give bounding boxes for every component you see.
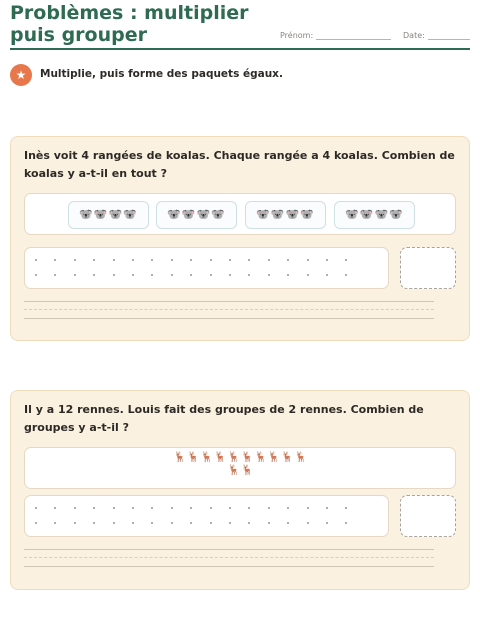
grid-dot <box>113 259 115 261</box>
koala-group-4: 🐨🐨🐨🐨 <box>334 201 415 229</box>
grid-dot <box>171 259 173 261</box>
dot-grid-workspace-2[interactable] <box>24 495 389 537</box>
grid-dot <box>113 274 115 276</box>
writing-line[interactable] <box>24 318 434 319</box>
grid-dot <box>151 507 153 509</box>
grid-dot <box>35 259 37 261</box>
grid-dot <box>132 274 134 276</box>
grid-dot <box>345 507 347 509</box>
grid-dot <box>54 274 56 276</box>
grid-dot <box>74 507 76 509</box>
writing-line[interactable] <box>24 301 434 302</box>
writing-line[interactable] <box>24 566 434 567</box>
grid-dot <box>229 507 231 509</box>
grid-dot <box>307 507 309 509</box>
reindeer-row-2: 🦌🦌 <box>227 465 255 476</box>
grid-dot <box>326 522 328 524</box>
grid-dot <box>54 507 56 509</box>
grid-dot <box>151 522 153 524</box>
grid-dot <box>132 259 134 261</box>
reindeer-row-1: 🦌🦌🦌🦌🦌🦌🦌🦌🦌🦌 <box>173 452 309 463</box>
instruction-text: Multiplie, puis forme des paquets égaux. <box>40 68 283 80</box>
grid-dot <box>229 274 231 276</box>
grid-dot <box>248 259 250 261</box>
date-field[interactable] <box>403 31 470 40</box>
header-rule <box>10 48 470 50</box>
grid-dot <box>171 507 173 509</box>
grid-dot <box>326 259 328 261</box>
grid-dot <box>248 507 250 509</box>
grid-dot <box>326 507 328 509</box>
grid-dot <box>287 259 289 261</box>
grid-dot <box>54 259 56 261</box>
problem-card-1 <box>10 136 470 341</box>
grid-dot <box>151 259 153 261</box>
star-icon: ★ <box>10 64 32 86</box>
name-field[interactable] <box>280 31 391 40</box>
grid-dot <box>93 259 95 261</box>
reindeer-items <box>24 447 456 489</box>
grid-dot <box>307 259 309 261</box>
grid-dot <box>113 522 115 524</box>
koala-group-3: 🐨🐨🐨🐨 <box>245 201 326 229</box>
grid-dot <box>210 259 212 261</box>
grid-dot <box>190 259 192 261</box>
grid-dot <box>132 522 134 524</box>
grid-dot <box>248 274 250 276</box>
grid-dot <box>74 522 76 524</box>
grid-dot <box>35 507 37 509</box>
koala-groups <box>24 193 456 235</box>
grid-dot <box>210 274 212 276</box>
grid-dot <box>35 522 37 524</box>
writing-guide-line <box>24 557 434 558</box>
answer-box-2[interactable] <box>400 495 456 537</box>
dot-grid-workspace-1[interactable] <box>24 247 389 289</box>
name-line <box>316 39 391 40</box>
grid-dot <box>268 507 270 509</box>
grid-dot <box>210 507 212 509</box>
date-line <box>428 39 470 40</box>
problem-card-2 <box>10 390 470 590</box>
grid-dot <box>54 522 56 524</box>
question-text-1: Inès voit 4 rangées de koalas. Chaque rangée a 4 koalas. Combien de koalas y a-t-il en tout ? <box>24 149 455 180</box>
grid-dot <box>229 522 231 524</box>
grid-dot <box>287 507 289 509</box>
grid-dot <box>268 259 270 261</box>
grid-dot <box>113 507 115 509</box>
date-label: Date: <box>403 31 425 40</box>
grid-dot <box>345 522 347 524</box>
page-title: Problèmes : multiplier puis grouper <box>10 2 249 46</box>
answer-box-1[interactable] <box>400 247 456 289</box>
koala-group-2: 🐨🐨🐨🐨 <box>156 201 237 229</box>
grid-dot <box>210 522 212 524</box>
koala-group-1: 🐨🐨🐨🐨 <box>68 201 149 229</box>
name-label: Prénom: <box>280 31 314 40</box>
grid-dot <box>190 522 192 524</box>
grid-dot <box>132 507 134 509</box>
grid-dot <box>229 259 231 261</box>
grid-dot <box>268 274 270 276</box>
grid-dot <box>345 274 347 276</box>
grid-dot <box>190 274 192 276</box>
grid-dot <box>287 274 289 276</box>
grid-dot <box>268 522 270 524</box>
grid-dot <box>190 507 192 509</box>
grid-dot <box>307 522 309 524</box>
grid-dot <box>171 274 173 276</box>
grid-dot <box>151 274 153 276</box>
grid-dot <box>287 522 289 524</box>
grid-dot <box>307 274 309 276</box>
grid-dot <box>74 274 76 276</box>
grid-dot <box>345 259 347 261</box>
grid-dot <box>93 274 95 276</box>
grid-dot <box>248 522 250 524</box>
grid-dot <box>93 507 95 509</box>
grid-dot <box>35 274 37 276</box>
grid-dot <box>93 522 95 524</box>
grid-dot <box>74 259 76 261</box>
writing-line[interactable] <box>24 549 434 550</box>
question-text-2: Il y a 12 rennes. Louis fait des groupes de 2 rennes. Combien de groupes y a-t-il ? <box>24 403 424 434</box>
grid-dot <box>326 274 328 276</box>
writing-guide-line <box>24 309 434 310</box>
grid-dot <box>171 522 173 524</box>
